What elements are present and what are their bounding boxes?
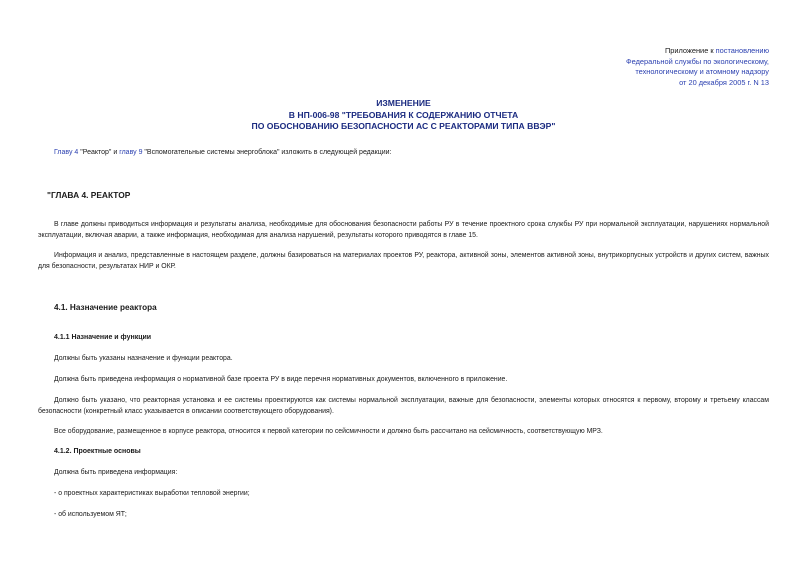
section-4-1-1-heading: 4.1.1 Назначение и функции [54,334,152,341]
paragraph-3: Должно быть указано, что реакторная установка и ее системы проектируются как системы нормальной эксплуатации, важные для безопасности, элементы которых относятся к первому, второму и третьему классам безопасности (конкретный класс указывается в описании соответствующего оборудования). [38,397,769,416]
intro-text-1: "Реактор" и [78,149,120,156]
intro-text-2: "Вспомогательные системы энергоблока" изложить в следующей редакции: [142,149,392,156]
section-4-1-heading: 4.1. Назначение реактора [54,303,157,312]
text-line-6: - об используемом ЯТ; [54,511,127,518]
service-link-line1[interactable]: Федеральной службы по экологическому, [626,56,769,66]
chapter-4-link[interactable]: Главу 4 [54,149,79,156]
title-line-3: ПО ОБОСНОВАНИЮ БЕЗОПАСНОСТИ АС С РЕАКТОРАМИ ТИПА ВВЭР" [251,121,556,132]
service-link-line2[interactable]: технологическому и атомному надзору [635,67,769,77]
text-line-2: Должна быть приведена информация о нормативной базе проекта РУ в виде перечня нормативных документов, включенного в приложение. [54,376,508,383]
text-line-1: Должны быть указаны назначение и функции реактора. [54,355,233,362]
title-line-2: В НП-006-98 "ТРЕБОВАНИЯ К СОДЕРЖАНИЮ ОТЧЕТА [288,109,519,120]
document-title [0,98,807,133]
appendix-reference [626,46,769,88]
resolution-date-link[interactable]: от 20 декабря 2005 г. N 13 [679,77,769,87]
appendix-prefix: Приложение к [664,46,716,55]
chapter-heading: "ГЛАВА 4. РЕАКТОР [47,190,131,200]
section-4-1-2-heading: 4.1.2. Проектные основы [54,448,141,455]
text-line-3: Все оборудование, размещенное в корпусе реактора, относится к первой категории по сейсмичности и должно быть рассчитано на сейсмичность, соответствующую МРЗ. [54,428,603,435]
paragraph-2: Информация и анализ, представленные в настоящем разделе, должны базироваться на материалах проектов РУ, реактора, активной зоны, элементов активной зоны, внутрикорпусных устройств и других систем, важных для безопасности, результатах НИР и ОКР. [38,252,769,271]
paragraph-1: В главе должны приводиться информация и результаты анализа, необходимые для обоснования безопасности работы РУ в течение проектного срока службы РУ при нормальной эксплуатации, нарушениях нормальной эксплуатации, включая аварии, а также информация, необходимая для анализа нарушений, результаты которого приводятся в главе 15. [38,221,769,240]
text-line-5: - о проектных характеристиках выработки тепловой энергии; [54,490,250,497]
chapter-9-link[interactable]: главу 9 [119,149,143,156]
resolution-link[interactable]: постановлению [715,46,769,55]
title-line-1: ИЗМЕНЕНИЕ [376,98,431,108]
text-line-4: Должна быть приведена информация: [54,469,178,476]
intro-paragraph [54,148,392,158]
